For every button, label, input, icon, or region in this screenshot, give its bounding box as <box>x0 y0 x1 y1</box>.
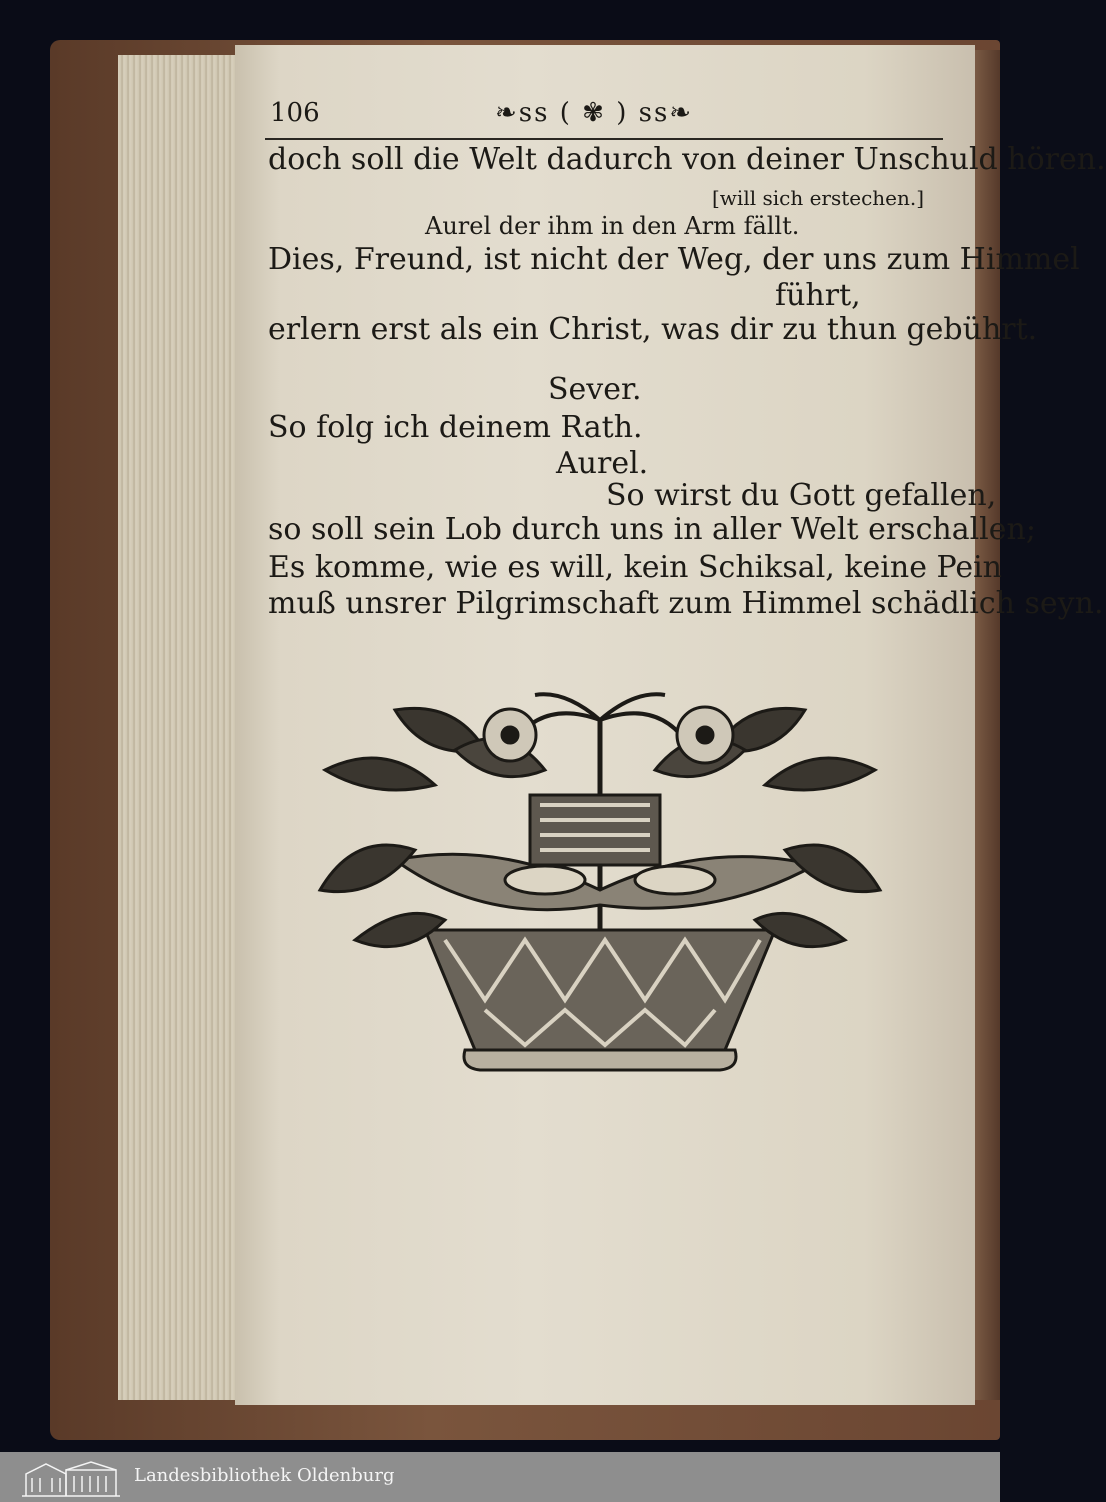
text-line-4: Dies, Freund, ist nicht der Weg, der uns zum Himmel <box>268 242 1080 277</box>
page-number: 106 <box>270 98 320 128</box>
page-edges <box>118 55 240 1400</box>
header-ornament: ❧ss ( ✾ ) ss❧ <box>495 98 694 128</box>
stage-direction-2: Aurel der ihm in den Arm fällt. <box>425 212 800 240</box>
library-building-icon <box>20 1458 122 1498</box>
library-name: Landesbibliothek Oldenburg <box>134 1465 395 1486</box>
text-line-6: erlern erst als ein Christ, was dir zu thun gebührt. <box>268 312 1038 347</box>
footer-bar <box>0 1452 1000 1502</box>
stage-direction-1: [will sich erstechen.] <box>712 186 925 210</box>
text-line-13: muß unsrer Pilgrimschaft zum Himmel schädlich seyn. <box>268 586 1104 621</box>
text-line-10: So wirst du Gott gefallen, <box>606 478 997 513</box>
text-line-1: doch soll die Welt dadurch von deiner Unschuld hören. <box>268 142 1106 177</box>
speaker-aurel: Aurel. <box>556 446 649 481</box>
text-line-11: so soll sein Lob durch uns in aller Welt erschallen; <box>268 512 1036 547</box>
text-line-8: So folg ich deinem Rath. <box>268 410 643 445</box>
flower-basket-woodcut-icon <box>315 690 885 1090</box>
text-line-5: führt, <box>775 278 861 313</box>
header-rule <box>265 138 943 140</box>
text-line-12: Es komme, wie es will, kein Schiksal, keine Pein <box>268 550 1003 585</box>
speaker-sever: Sever. <box>548 372 642 407</box>
